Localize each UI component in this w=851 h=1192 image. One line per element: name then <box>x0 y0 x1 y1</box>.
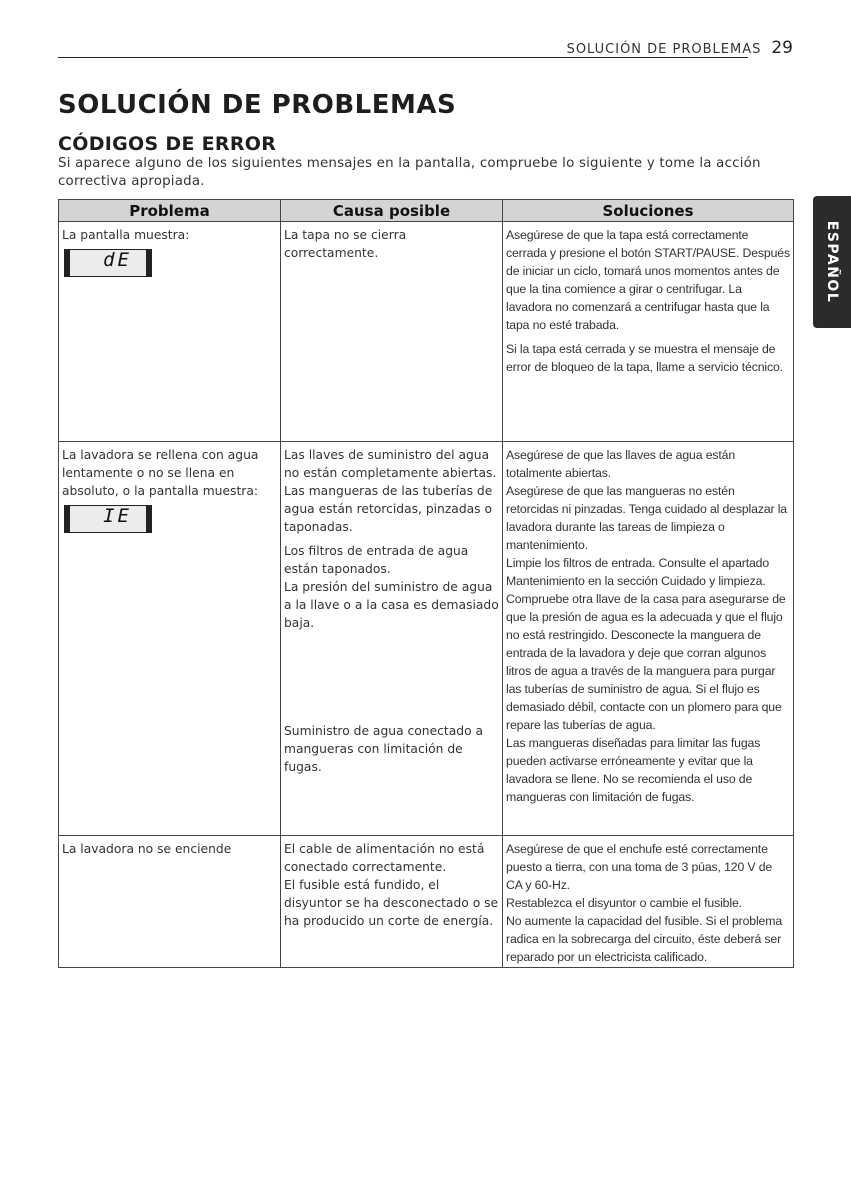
solution-text: Asegúrese de que las mangueras no estén retorcidas ni pinzadas. Tenga cuidado al desplazar la lavadora durante las tareas de limpieza o mantenimiento. <box>506 484 787 552</box>
solution-text: Asegúrese de que las llaves de agua están totalmente abiertas. <box>506 448 736 480</box>
solution-cell <box>503 442 794 836</box>
solution-text: Compruebe otra llave de la casa para asegurarse de que la presión de agua es la adecuada y que el flujo no está restringido. Desconecte la manguera de entrada de la lavadora y deje que corran algunos litros de agua a través de la manguera para purgar las tuberías de suministro de agua. Si el flujo es demasiado débil, contacte con un plomero para que repare las tuberías de agua. <box>506 592 786 732</box>
page-title: SOLUCIÓN DE PROBLEMAS <box>58 90 457 120</box>
page-number: 29 <box>771 38 793 58</box>
error-codes-table <box>58 199 794 968</box>
table-row <box>59 442 794 836</box>
solution-text: No aumente la capacidad del fusible. Si el problema radica en la sobrecarga del circuito, éste deberá ser reparado por un electricista calificado. <box>506 914 783 964</box>
cause-cell <box>281 836 503 968</box>
solution-text: Las mangueras diseñadas para limitar las fugas pueden activarse erróneamente y evitar que la lavadora se llene. No se recomienda el uso de mangueras con limitación de fugas. <box>506 736 761 804</box>
running-header-section: SOLUCIÓN DE PROBLEMAS <box>566 42 762 57</box>
table-row <box>59 222 794 442</box>
header-rule <box>58 57 748 58</box>
problem-text: La lavadora no se enciende <box>62 842 232 856</box>
cause-cell <box>281 442 503 836</box>
problem-cell <box>59 222 281 442</box>
cause-text: Las llaves de suministro del agua no están completamente abiertas. <box>284 448 497 480</box>
solution-text: Si la tapa está cerrada y se muestra el mensaje de error de bloqueo de la tapa, llame a servicio técnico. <box>506 342 783 374</box>
table-row <box>59 836 794 968</box>
solution-text: Asegúrese de que el enchufe esté correctamente puesto a tierra, con una toma de 3 púas, 120 V de CA y 60-Hz. <box>506 842 773 892</box>
solution-cell <box>503 222 794 442</box>
problem-cell <box>59 836 281 968</box>
section-subtitle: CÓDIGOS DE ERROR <box>58 133 277 155</box>
language-tab <box>813 196 851 328</box>
solution-text: Limpie los filtros de entrada. Consulte el apartado Mantenimiento en la sección Cuidado y limpieza. <box>506 556 770 588</box>
cause-cell <box>281 222 503 442</box>
cause-text: Los filtros de entrada de agua están taponados. <box>284 544 469 576</box>
table-header-row <box>59 200 794 222</box>
language-tab-label: ESPAÑOL <box>824 220 840 304</box>
running-header <box>567 38 793 58</box>
lcd-display-icon <box>64 505 152 533</box>
problem-text: La lavadora se rellena con agua lentamente o no se llena en absoluto, o la pantalla muestra: <box>62 448 259 498</box>
lcd-display-icon <box>64 249 152 277</box>
solution-text: Restablezca el disyuntor o cambie el fusible. <box>506 896 742 910</box>
cause-text: Las mangueras de las tuberías de agua están retorcidas, pinzadas o taponadas. <box>284 484 493 534</box>
problem-cell <box>59 442 281 836</box>
cause-text: La presión del suministro de agua a la llave o a la casa es demasiado baja. <box>284 580 499 630</box>
solution-cell <box>503 836 794 968</box>
cause-text: La tapa no se cierra correctamente. <box>284 228 407 260</box>
cause-text: Suministro de agua conectado a mangueras con limitación de fugas. <box>284 724 484 774</box>
intro-paragraph: Si aparece alguno de los siguientes mensajes en la pantalla, compruebe lo siguiente y tome la acción correctiva apropiada. <box>58 156 761 189</box>
header-solutions: Soluciones <box>503 200 794 222</box>
error-code: dE <box>103 249 132 271</box>
cause-text: El cable de alimentación no está conectado correctamente. <box>284 842 485 874</box>
solution-text: Asegúrese de que la tapa está correctamente cerrada y presione el botón START/PAUSE. Después de iniciar un ciclo, tomará unos momentos antes de que la tina comience a girar o centrifugar. La lavadora no comenzará a centrifugar hasta que la tapa no esté trabada. <box>506 228 790 332</box>
error-code: IE <box>103 505 132 527</box>
cause-text: El fusible está fundido, el disyuntor se ha desconectado o se ha producido un corte de energía. <box>284 878 499 928</box>
problem-text: La pantalla muestra: <box>62 228 190 242</box>
header-problem: Problema <box>59 200 281 222</box>
header-cause: Causa posible <box>281 200 503 222</box>
